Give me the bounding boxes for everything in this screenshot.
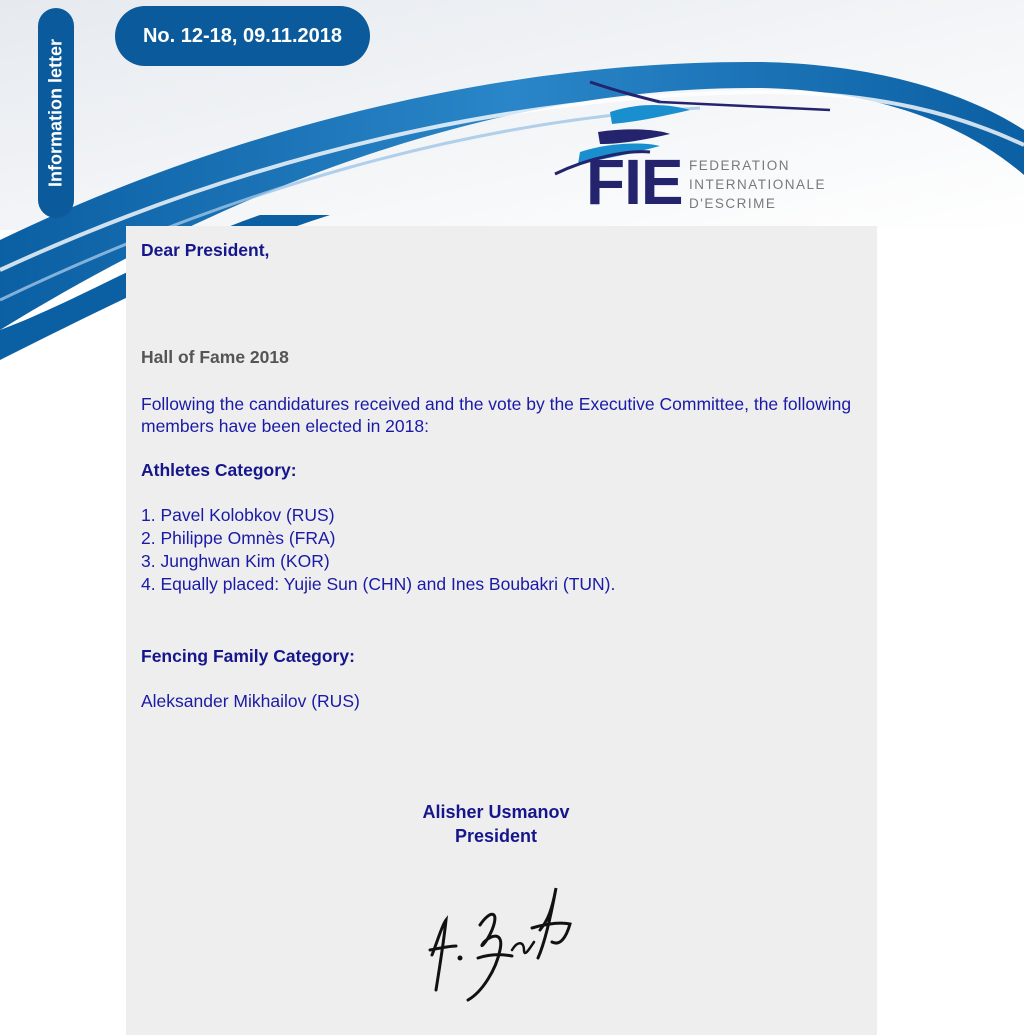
fencing-family-member: Aleksander Mikhailov (RUS): [141, 691, 360, 711]
list-item: 2. Philippe Omnès (FRA): [141, 528, 336, 548]
fencing-family-heading: Fencing Family Category:: [141, 646, 355, 666]
logo-line-2: INTERNATIONALE: [689, 177, 827, 192]
signer-name: Alisher Usmanov: [422, 802, 570, 822]
letter-number-date: No. 12-18, 09.11.2018: [115, 6, 370, 66]
handwritten-signature: [420, 880, 590, 1010]
logo-line-1: FEDERATION: [689, 158, 791, 173]
greeting: Dear President,: [141, 240, 270, 260]
side-label: Information letter: [45, 38, 66, 188]
athletes-list: [141, 504, 615, 596]
list-item: 4. Equally placed: Yujie Sun (CHN) and Ines Boubakri (TUN).: [141, 574, 616, 594]
list-item: 1. Pavel Kolobkov (RUS): [141, 505, 335, 525]
list-item: 3. Junghwan Kim (KOR): [141, 551, 330, 571]
intro-paragraph: Following the candidatures received and the vote by the Executive Committee, the following members have been elected in 2018:: [141, 394, 852, 436]
fie-logo-letters: FIE: [586, 146, 683, 218]
information-letter-tab: [38, 8, 74, 218]
signer-title: President: [454, 826, 538, 846]
athletes-heading: Athletes Category:: [141, 460, 297, 480]
fie-logo: [550, 72, 850, 217]
logo-line-3: D'ESCRIME: [689, 196, 777, 211]
subject-heading: Hall of Fame 2018: [141, 347, 289, 367]
fie-logo-text: [689, 156, 826, 213]
